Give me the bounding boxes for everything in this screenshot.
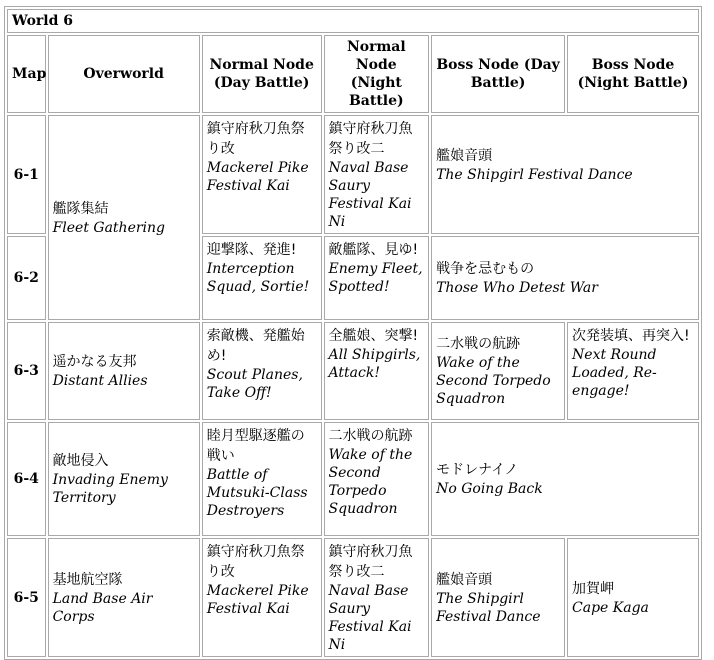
table-row: [7, 538, 699, 657]
overworld-en: Fleet Gathering: [52, 219, 166, 236]
header-normal-day: Normal Node (Day Battle): [202, 35, 322, 113]
header-boss-day: Boss Node (Day Battle): [431, 35, 565, 113]
normal-day-cell: [202, 115, 322, 234]
overworld-jp: 遥かなる友邦: [52, 354, 137, 370]
overworld-jp: 艦隊集結: [52, 200, 109, 217]
normal-night-cell: [324, 538, 430, 657]
theme-en: Interception Squad, Sortie!: [206, 261, 310, 295]
normal-day-cell: [202, 236, 322, 320]
theme-en: All Shipgirls, Attack!: [328, 347, 421, 381]
theme-jp: 索敵機、発艦始め!: [206, 328, 305, 364]
theme-en: Enemy Fleet, Spotted!: [328, 261, 423, 295]
theme-en: Next Round Loaded, Re-engage!: [572, 347, 657, 399]
header-boss-night: Boss Node (Night Battle): [567, 35, 699, 113]
overworld-jp: 基地航空隊: [52, 571, 123, 588]
normal-night-cell: [324, 236, 430, 320]
theme-jp: 睦月型駆逐艦の戦い: [206, 428, 305, 464]
overworld-en: Land Base Air Corps: [52, 590, 153, 625]
table-title: World 6: [7, 9, 699, 33]
theme-en: The Shipgirl Festival Dance: [436, 167, 633, 183]
theme-en: Naval Base Saury Festival Kai Ni: [328, 160, 412, 230]
theme-jp: 艦娘音頭: [436, 148, 493, 164]
boss-night-cell: [567, 538, 699, 657]
theme-en: Scout Planes, Take Off!: [206, 367, 303, 401]
theme-jp: 二水戦の航跡: [436, 336, 521, 352]
theme-jp: 鎮守府秋刀魚祭り改二: [328, 121, 413, 157]
table-row: [7, 115, 699, 234]
theme-en: Cape Kaga: [572, 599, 649, 616]
normal-day-cell: [202, 422, 322, 536]
table-row: [7, 322, 699, 420]
theme-en: Wake of the Second Torpedo Squadron: [436, 355, 551, 407]
theme-jp: 二水戦の航跡: [328, 428, 413, 444]
boss-day-cell: [431, 322, 565, 420]
theme-en: Mackerel Pike Festival Kai: [206, 583, 309, 617]
theme-jp: 戦争を忌むもの: [436, 261, 535, 277]
theme-jp: 加賀岬: [572, 580, 615, 597]
theme-en: Naval Base Saury Festival Kai Ni: [328, 583, 412, 653]
map-id: 6-3: [7, 322, 46, 420]
theme-en: Battle of Mutsuki-Class Destroyers: [206, 467, 308, 519]
normal-night-cell: [324, 115, 430, 234]
overworld-jp: 敵地侵入: [52, 453, 109, 469]
theme-jp: 敵艦隊、見ゆ!: [328, 242, 419, 258]
boss-cell: [431, 236, 699, 320]
boss-day-cell: [431, 538, 565, 657]
theme-jp: 迎撃隊、発進!: [206, 242, 297, 258]
theme-jp: 全艦娘、突撃!: [328, 328, 419, 344]
table-row: [7, 422, 699, 536]
theme-en: The Shipgirl Festival Dance: [436, 590, 541, 625]
map-id: 6-1: [7, 115, 46, 234]
theme-jp: 鎮守府秋刀魚祭り改: [206, 121, 305, 157]
theme-jp: 鎮守府秋刀魚祭り改: [206, 544, 305, 580]
normal-day-cell: [202, 538, 322, 657]
overworld-en: Distant Allies: [52, 373, 148, 389]
theme-en: Mackerel Pike Festival Kai: [206, 160, 309, 194]
theme-en: Wake of the Second Torpedo Squadron: [328, 447, 413, 517]
header-overworld: Overworld: [48, 35, 200, 113]
overworld-cell: [48, 322, 200, 420]
boss-night-cell: [567, 322, 699, 420]
overworld-cell: [48, 422, 200, 536]
map-id: 6-2: [7, 236, 46, 320]
normal-day-cell: [202, 322, 322, 420]
theme-jp: 艦娘音頭: [436, 571, 493, 588]
normal-night-cell: [324, 422, 430, 536]
overworld-en: Invading Enemy Territory: [52, 472, 168, 506]
normal-night-cell: [324, 322, 430, 420]
overworld-cell: [48, 538, 200, 657]
theme-en: Those Who Detest War: [436, 280, 598, 296]
theme-jp: モドレナイノ: [436, 462, 519, 478]
theme-en: No Going Back: [436, 481, 543, 497]
world-6-table: [4, 6, 702, 660]
header-map: Map: [7, 35, 46, 113]
map-id: 6-4: [7, 422, 46, 536]
boss-cell: [431, 115, 699, 234]
map-id: 6-5: [7, 538, 46, 657]
theme-jp: 鎮守府秋刀魚祭り改二: [328, 544, 413, 580]
header-normal-night: Normal Node (Night Battle): [324, 35, 430, 113]
boss-cell: [431, 422, 699, 536]
theme-jp: 次発装填、再突入!: [572, 328, 690, 344]
overworld-cell: [48, 115, 200, 320]
